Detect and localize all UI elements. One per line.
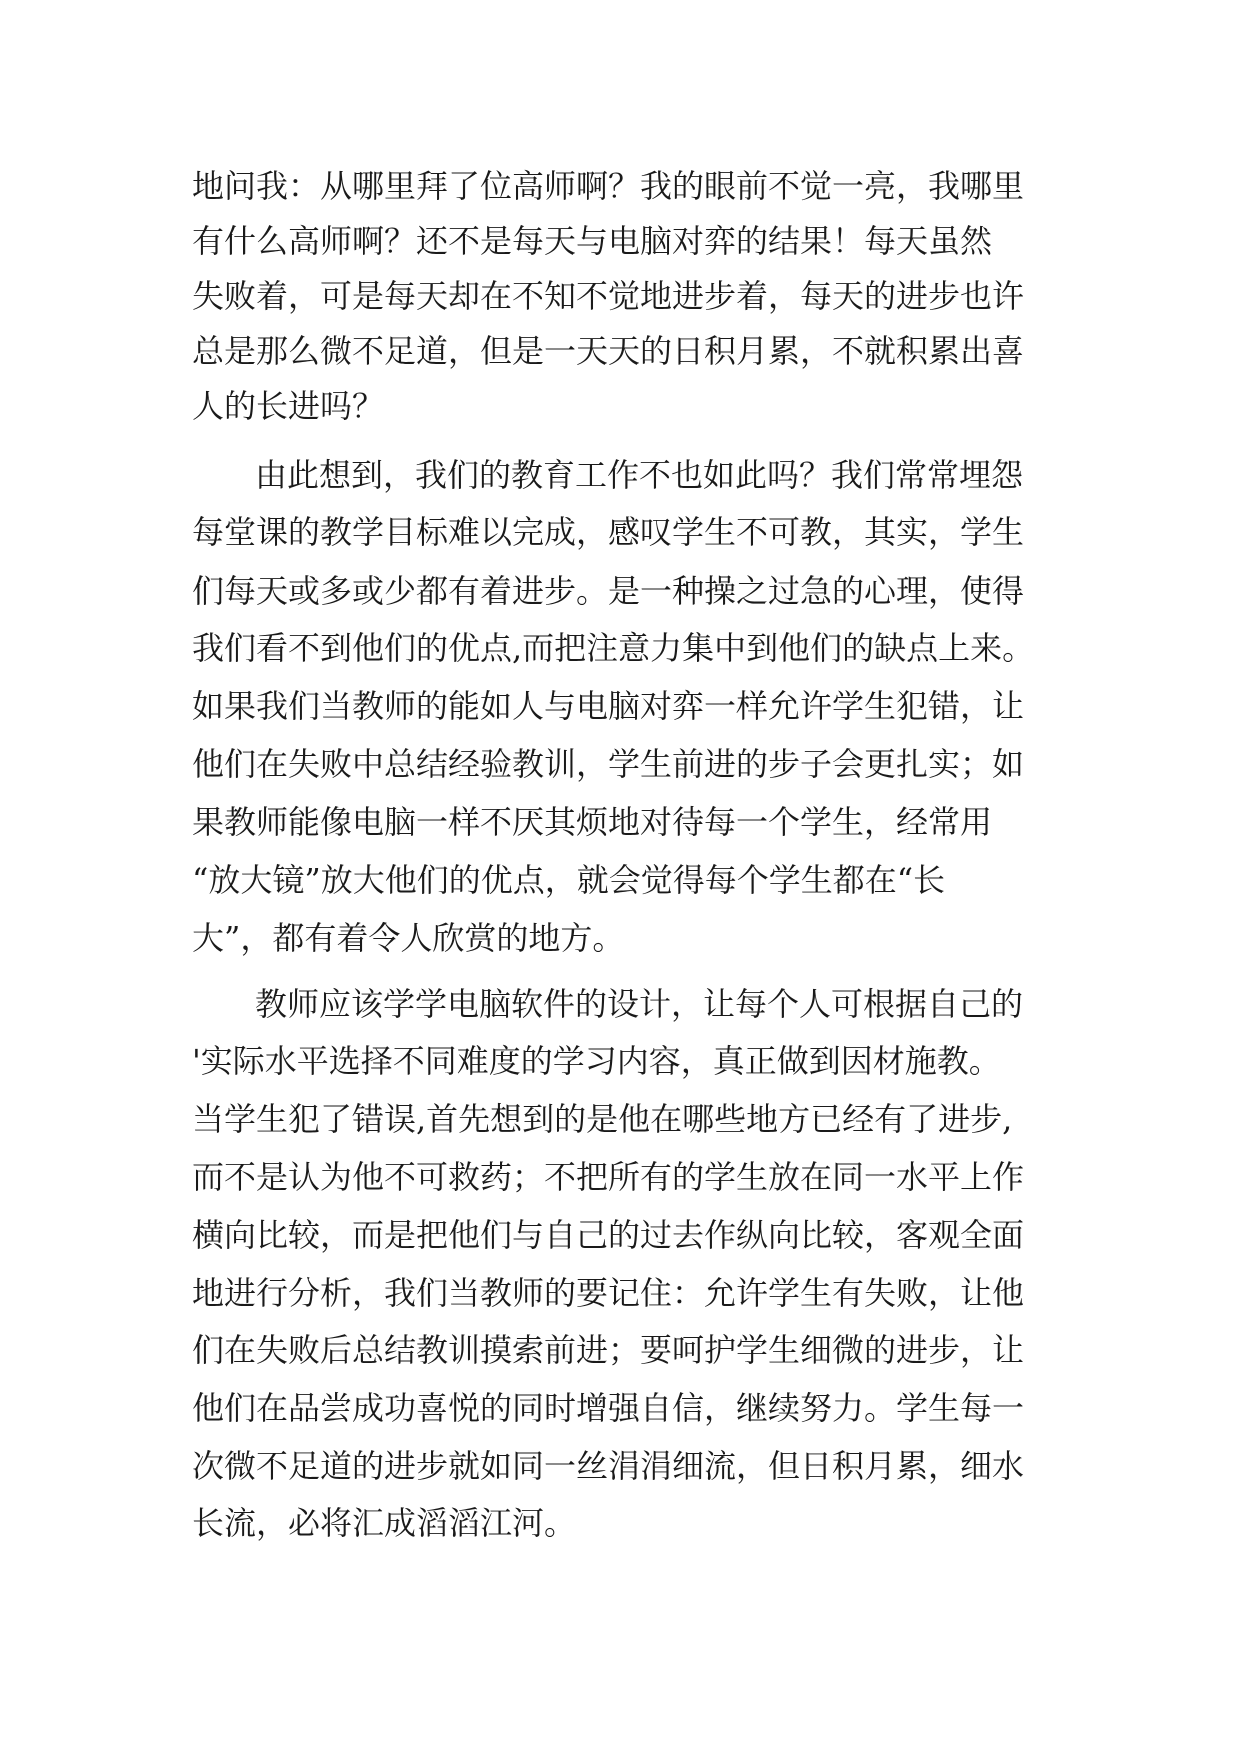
text-line: 如果我们当教师的能如人与电脑对弈一样允许学生犯错，让: [192, 687, 1025, 725]
text-line: 他们在品尝成功喜悦的同时增强自信，继续努力。学生每一: [192, 1389, 1025, 1427]
text-line: 们每天或多或少都有着进步。是一种操之过急的心理，使得: [192, 572, 1025, 610]
text-line: 果教师能像电脑一样不厌其烦地对待每一个学生，经常用: [192, 803, 993, 841]
text-line: 当学生犯了错误,首先想到的是他在哪些地方已经有了进步,: [192, 1100, 1013, 1138]
text-line: 我们看不到他们的优点,而把注意力集中到他们的缺点上来。: [192, 629, 1035, 667]
text-line: 他们在失败中总结经验教训，学生前进的步子会更扎实；如: [192, 745, 1025, 783]
text-line: 有什么高师啊？还不是每天与电脑对弈的结果！每天虽然: [192, 222, 993, 260]
paragraph-first-line: 由此想到，我们的教育工作不也如此吗？我们常常埋怨: [255, 456, 1024, 494]
text-line: “放大镜”放大他们的优点，就会觉得每个学生都在“长: [192, 861, 946, 899]
paragraph-first-line: 教师应该学学电脑软件的设计，让每个人可根据自己的: [255, 985, 1024, 1023]
text-line: 横向比较，而是把他们与自己的过去作纵向比较，客观全面: [192, 1216, 1025, 1254]
text-line: 次微不足道的进步就如同一丝涓涓细流，但日积月累，细水: [192, 1447, 1025, 1485]
text-line: 大”，都有着令人欣赏的地方。: [192, 919, 625, 957]
text-line: 长流，必将汇成滔滔江河。: [192, 1504, 577, 1542]
text-line: 们在失败后总结教训摸索前进；要呵护学生细微的进步，让: [192, 1331, 1025, 1369]
text-line: 失败着，可是每天却在不知不觉地进步着，每天的进步也许: [192, 277, 1025, 315]
text-line: '实际水平选择不同难度的学习内容，真正做到因材施教。: [192, 1042, 1001, 1080]
text-line: 每堂课的教学目标难以完成，感叹学生不可教，其实，学生: [192, 513, 1025, 551]
text-line: 地进行分析，我们当教师的要记住：允许学生有失败，让他: [192, 1274, 1025, 1312]
text-line: 总是那么微不足道，但是一天天的日积月累，不就积累出喜: [192, 332, 1025, 370]
text-line: 地问我：从哪里拜了位高师啊？我的眼前不觉一亮，我哪里: [192, 167, 1025, 205]
text-line: 人的长进吗？: [192, 387, 385, 425]
text-line: 而不是认为他不可救药；不把所有的学生放在同一水平上作: [192, 1158, 1025, 1196]
